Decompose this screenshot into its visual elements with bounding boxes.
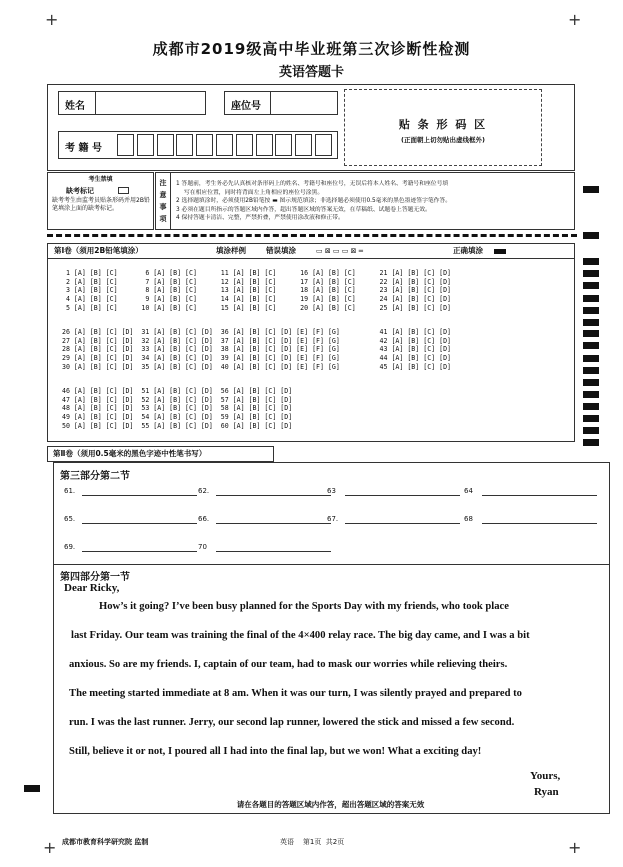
notice-line: 3 必须在题目所指示的答题区域内作答，超出答题区域的答案无效，在草稿纸、试题卷上答题无效。	[176, 206, 431, 213]
blank-number: 70	[198, 543, 207, 551]
choice-row[interactable]: 28 [A] [B] [C] [D] 33 [A] [B] [C] [D] 38 [A] [B] [C] [D] [E] [F] [G] 43 [A] [B] [C] [D]	[58, 345, 452, 354]
exam-title: 成都市2019级高中毕业班第三次诊断性检测	[152, 40, 471, 58]
choice-row[interactable]: 2 [A] [B] [C] 7 [A] [B] [C] 12 [A] [B] [C] 17 [A] [B] [C] 22 [A] [B] [C] [D]	[58, 277, 452, 286]
notice-title	[156, 173, 171, 229]
exam-digit-box[interactable]	[236, 134, 253, 156]
absent-title: 考生禁填	[88, 176, 113, 183]
blank-number: 68	[464, 515, 473, 523]
wrong-fill-label: 错误填涂	[266, 246, 296, 255]
exam-number-label: 考 籍 号	[65, 143, 102, 154]
choice-row[interactable]: 3 [A] [B] [C] 8 [A] [B] [C] 13 [A] [B] [C] 18 [A] [B] [C] 23 [A] [B] [C] [D]	[58, 286, 452, 295]
blank-number: 69.	[64, 543, 76, 551]
notice-box	[155, 172, 575, 230]
blank-line[interactable]	[345, 523, 460, 524]
choice-block-3[interactable]	[58, 387, 292, 431]
blank-line[interactable]	[216, 551, 331, 552]
info-section	[47, 84, 575, 171]
letter-line: last Friday. Our team was training the final of the 4×400 relay race. The big day came, and I was a bit	[71, 630, 530, 641]
exam-digit-box[interactable]	[315, 134, 332, 156]
exam-digit-box[interactable]	[157, 134, 174, 156]
exam-digit-box[interactable]	[256, 134, 273, 156]
exam-digit-box[interactable]	[137, 134, 154, 156]
footer-page: 英语 第1页 共2页	[280, 838, 345, 846]
letter-signature: Ryan	[534, 786, 559, 798]
choice-row[interactable]: 47 [A] [B] [C] [D] 52 [A] [B] [C] [D] 57 [A] [B] [C] [D]	[58, 395, 293, 404]
blank-line[interactable]	[216, 523, 331, 524]
notice-line: 1 答题前，考生务必先认真核对条形码上的姓名、考籍号和座位号，无误后将本人姓名、考籍号和座位号填	[176, 181, 449, 187]
timing-mark	[583, 355, 599, 362]
timing-mark	[583, 295, 599, 302]
notice-line: 2 选择题填涂时，必须使用2B铅笔按 ▬ 图示规范填涂；非选择题必须使用0.5毫米的黑色墨迹签字笔作答。	[176, 198, 452, 204]
blank-number: 65.	[64, 515, 76, 523]
timing-mark	[583, 427, 599, 434]
blank-line[interactable]	[82, 551, 197, 552]
letter-closing: Yours,	[530, 770, 561, 782]
blank-number: 67.	[327, 515, 339, 523]
exam-digit-box[interactable]	[216, 134, 233, 156]
barcode-title: 贴 条 形 码 区	[398, 118, 488, 131]
exam-digit-box[interactable]	[295, 134, 312, 156]
wrong-fill-samples: ▭ ⊠ ▭ ▭ ⊠ ═	[316, 247, 363, 255]
timing-mark	[583, 270, 599, 277]
name-field[interactable]	[58, 91, 206, 115]
separator-dashes	[47, 234, 577, 237]
part1-section	[47, 243, 575, 442]
letter-line: Still, believe it or not, I poured all I had into the final lap, but we won! What a exciting day!	[69, 746, 482, 757]
blank-number: 61.	[64, 487, 76, 495]
letter-line: The meeting started immediate at 8 am. When it was our turn, I was silently prayed and prepared to	[69, 688, 522, 699]
absent-checkbox[interactable]	[118, 187, 129, 194]
timing-mark	[583, 403, 599, 410]
choice-block-1[interactable]	[58, 269, 451, 313]
left-timing-mark	[24, 785, 40, 792]
blank-number: 66.	[198, 515, 210, 523]
footer-publisher: 成都市教育科学研究院 监制	[62, 838, 149, 846]
section4-box	[53, 564, 610, 814]
choice-block-2[interactable]	[58, 328, 451, 372]
exam-digit-box[interactable]	[176, 134, 193, 156]
registration-cross-top-left: +	[45, 10, 59, 29]
registration-cross-top-right: +	[568, 10, 582, 29]
notice-line: 4 保持答题卡清洁、完整，严禁折叠，严禁使用涂改液和修正带。	[176, 215, 344, 221]
timing-mark	[583, 391, 599, 398]
section4-title: 第四部分第一节	[60, 572, 130, 583]
choice-row[interactable]: 4 [A] [B] [C] 9 [A] [B] [C] 14 [A] [B] [C] 19 [A] [B] [C] 24 [A] [B] [C] [D]	[58, 295, 452, 304]
timing-mark	[583, 415, 599, 422]
choice-row[interactable]: 26 [A] [B] [C] [D] 31 [A] [B] [C] [D] 36 [A] [B] [C] [D] [E] [F] [G] 41 [A] [B] [C] [D]	[58, 328, 452, 336]
letter-greeting: Dear Ricky,	[64, 582, 120, 594]
barcode-area	[344, 89, 542, 166]
part2-header	[47, 446, 274, 462]
absent-box	[47, 172, 154, 230]
blank-number: 62.	[198, 487, 210, 495]
exam-number-field[interactable]	[58, 131, 338, 159]
sheet-subtitle: 英语答题卡	[278, 65, 344, 80]
exam-digit-box[interactable]	[117, 134, 134, 156]
bottom-warning: 请在各题目的答题区域内作答，超出答题区域的答案无效	[236, 800, 425, 809]
registration-cross-bottom-left: +	[43, 838, 57, 857]
timing-mark	[583, 367, 599, 374]
part1-label: 第Ⅰ卷（须用2B铅笔填涂）	[54, 246, 143, 255]
timing-mark	[583, 258, 599, 265]
timing-mark	[583, 379, 599, 386]
timing-mark	[583, 232, 599, 239]
choice-row[interactable]: 30 [A] [B] [C] [D] 35 [A] [B] [C] [D] 40 [A] [B] [C] [D] [E] [F] [G] 45 [A] [B] [C] [D]	[58, 362, 452, 371]
blank-line[interactable]	[82, 495, 197, 496]
notice-title-char: 注	[159, 179, 167, 187]
notice-lines	[176, 180, 571, 223]
timing-mark	[583, 439, 599, 446]
right-fill-label: 正确填涂	[453, 246, 483, 255]
timing-mark	[583, 319, 599, 326]
absent-note: 缺考考生由监考员贴条形码并用2B铅笔填涂上面的缺考标记。	[52, 197, 150, 212]
blank-line[interactable]	[345, 495, 460, 496]
blank-number: 64	[464, 487, 473, 495]
blank-line[interactable]	[482, 495, 597, 496]
blank-line[interactable]	[82, 523, 197, 524]
absent-label: 缺考标记	[66, 187, 94, 195]
timing-mark	[583, 307, 599, 314]
section3-title: 第三部分第二节	[60, 471, 130, 482]
timing-mark	[583, 342, 599, 349]
registration-cross-bottom-right: +	[568, 838, 582, 857]
timing-mark	[583, 330, 599, 337]
choice-row[interactable]: 29 [A] [B] [C] [D] 34 [A] [B] [C] [D] 39 [A] [B] [C] [D] [E] [F] [G] 44 [A] [B] [C] [D]	[58, 354, 452, 363]
sample-label: 填涂样例	[216, 246, 246, 255]
section3-box	[53, 462, 610, 565]
seat-field[interactable]	[224, 91, 338, 115]
notice-title-char: 意	[159, 191, 167, 199]
exam-digit-box[interactable]	[275, 134, 292, 156]
barcode-note: (正面朝上切勿贴出虚线框外)	[401, 136, 485, 144]
seat-label: 座位号	[231, 101, 261, 112]
timing-mark	[583, 186, 599, 193]
choice-row[interactable]: 27 [A] [B] [C] [D] 32 [A] [B] [C] [D] 37 [A] [B] [C] [D] [E] [F] [G] 42 [A] [B] [C] [D]	[58, 336, 452, 345]
right-fill-sample	[494, 249, 506, 254]
blank-number: 63	[327, 487, 336, 495]
part2-label: 第Ⅱ卷（须用0.5毫米的黑色字迹中性笔书写）	[53, 449, 207, 458]
notice-line: 写在相应位置，同时将背面左上角相应的座位号涂黑。	[184, 189, 324, 196]
notice-title-char: 事	[159, 203, 167, 211]
choice-row[interactable]: 49 [A] [B] [C] [D] 54 [A] [B] [C] [D] 59 [A] [B] [C] [D]	[58, 413, 293, 422]
choice-row[interactable]: 48 [A] [B] [C] [D] 53 [A] [B] [C] [D] 58 [A] [B] [C] [D]	[58, 404, 293, 413]
timing-mark	[583, 282, 599, 289]
name-label: 姓名	[65, 101, 85, 112]
letter-line: anxious. So are my friends. I, captain of our team, had to mask our worries while relieving theirs.	[69, 659, 508, 670]
letter-line: How’s it going? I’ve been busy planned for the Sports Day with my friends, who took place	[99, 601, 509, 612]
notice-title-char: 项	[159, 215, 167, 223]
blank-line[interactable]	[216, 495, 331, 496]
choice-row[interactable]: 5 [A] [B] [C] 10 [A] [B] [C] 15 [A] [B] [C] 20 [A] [B] [C] 25 [A] [B] [C] [D]	[58, 303, 452, 312]
choice-row[interactable]: 1 [A] [B] [C] 6 [A] [B] [C] 11 [A] [B] [C] 16 [A] [B] [C] 21 [A] [B] [C] [D]	[58, 269, 452, 277]
choice-row[interactable]: 50 [A] [B] [C] [D] 55 [A] [B] [C] [D] 60 [A] [B] [C] [D]	[58, 421, 293, 430]
letter-line: run. I was the last runner. Jerry, our second lap runner, lowered the stick and missed a few second.	[69, 717, 515, 728]
choice-row[interactable]: 46 [A] [B] [C] [D] 51 [A] [B] [C] [D] 56 [A] [B] [C] [D]	[58, 387, 293, 395]
blank-line[interactable]	[482, 523, 597, 524]
exam-digit-box[interactable]	[196, 134, 213, 156]
